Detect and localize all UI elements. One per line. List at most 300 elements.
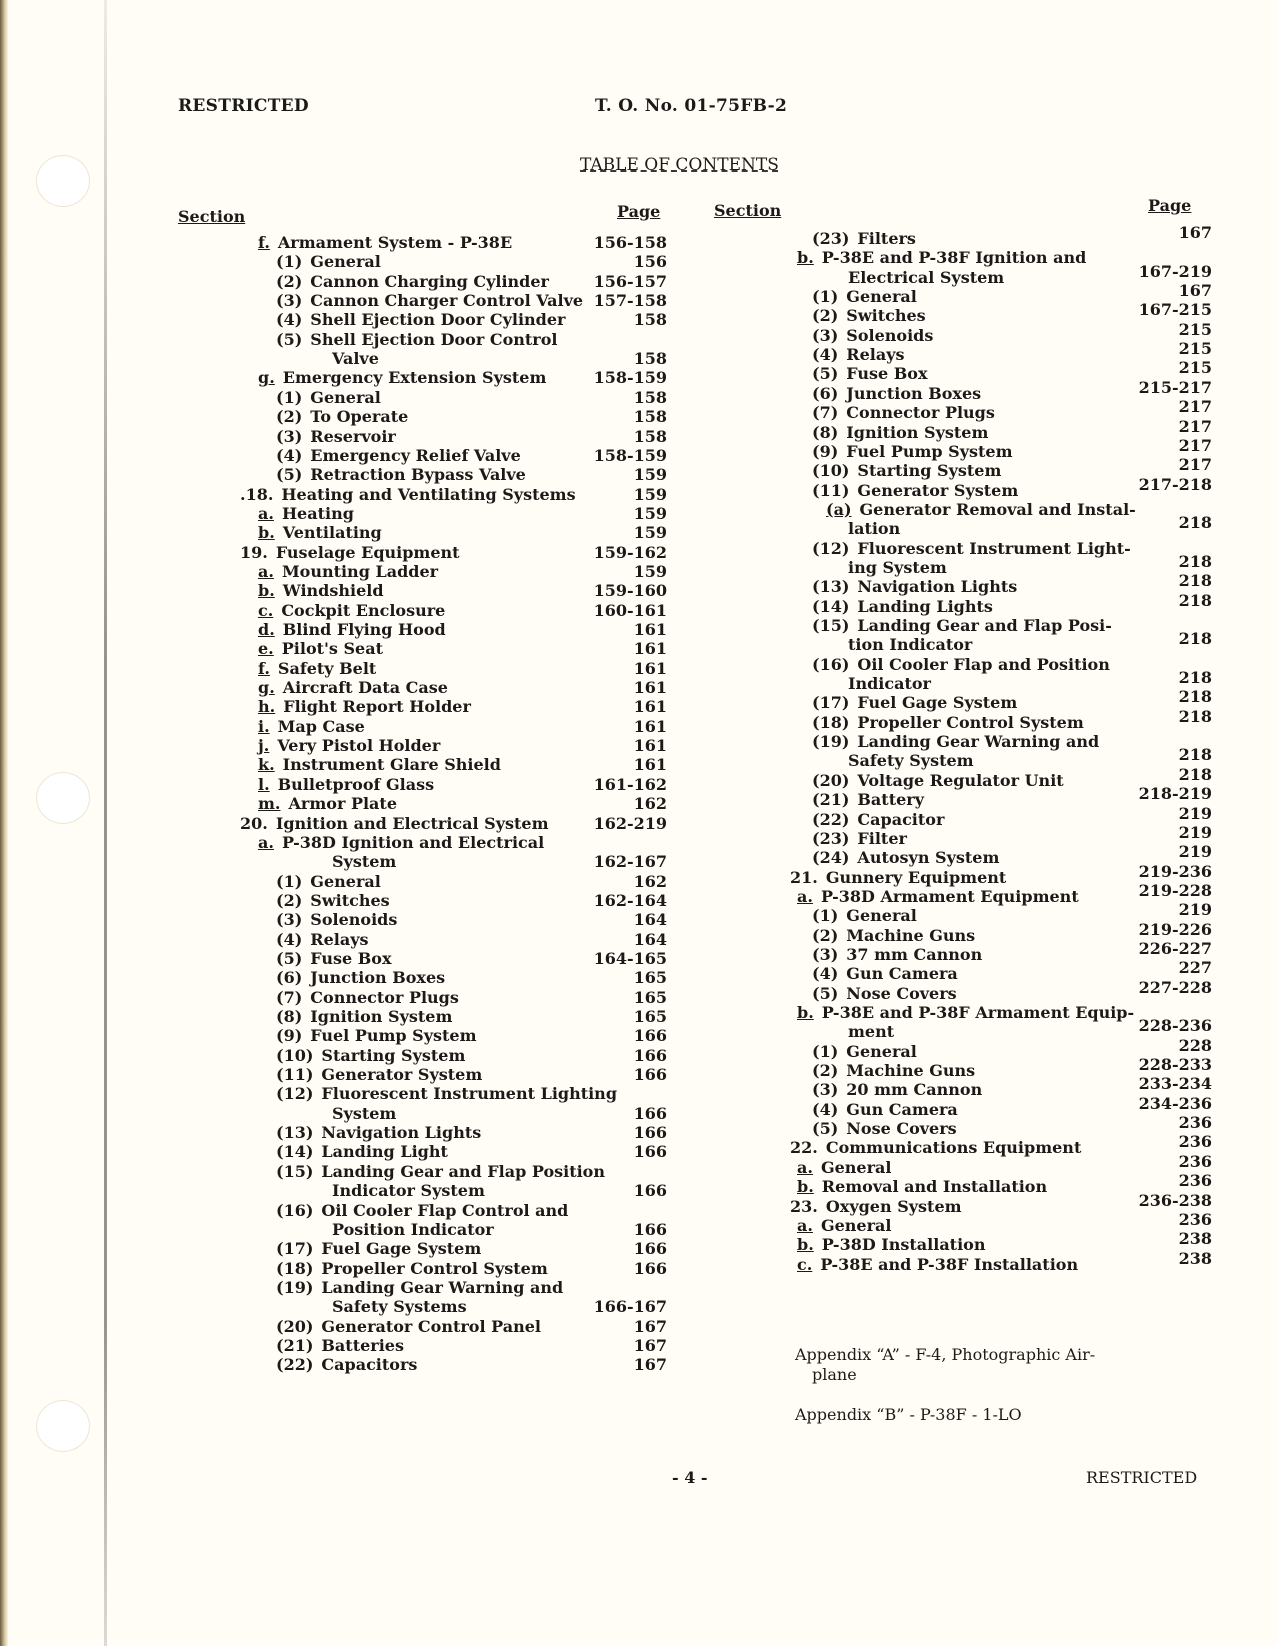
punch-hole (36, 1400, 90, 1452)
toc-entry-page: 166 (633, 1181, 667, 1201)
toc-entry-title: Fuel Pump System (310, 1026, 477, 1046)
toc-entry-marker: (5) (812, 1119, 839, 1139)
toc-entry-title: Generator Removal and Instal- (859, 499, 1136, 519)
appendix-entry: Appendix “B” - P-38F - 1-LO (795, 1405, 1022, 1424)
toc-entry (797, 887, 1079, 907)
toc-entry-title: Navigation Lights (857, 577, 1018, 597)
toc-entry-page: 162 (633, 871, 667, 891)
toc-entry-marker: g. (258, 678, 275, 698)
toc-entry-marker: (a) (826, 499, 852, 519)
toc-entry-marker: b. (797, 248, 814, 268)
toc-entry-marker: i. (258, 716, 270, 736)
toc-entry-marker: (6) (812, 383, 839, 403)
toc-entry-marker: (4) (812, 345, 839, 365)
toc-entry-title: Landing Gear and Flap Posi- (857, 616, 1112, 635)
toc-entry-title: Machine Guns (846, 925, 976, 945)
toc-entry-title: Generator System (321, 1065, 483, 1085)
toc-entry (276, 388, 381, 408)
toc-entry-title: Safety Systems (332, 1297, 467, 1317)
toc-entry-page: 236 (1178, 1132, 1212, 1152)
toc-entry-title: Nose Covers (846, 1119, 957, 1139)
toc-entry-marker: (9) (812, 441, 839, 461)
toc-entry-page: 166 (633, 1045, 667, 1065)
toc-entry-title: To Operate (310, 407, 409, 427)
toc-entry (258, 368, 546, 388)
toc-entry (812, 384, 981, 404)
toc-entry (812, 326, 933, 346)
toc-entry (258, 601, 445, 621)
toc-entry-marker: (12) (276, 1084, 314, 1104)
toc-entry-marker: 21. (790, 867, 818, 887)
toc-entry-marker: (3) (276, 426, 303, 446)
page-number: - 4 - (672, 1468, 708, 1487)
toc-entry-page: 161 (633, 755, 667, 775)
toc-entry-title: Junction Boxes (846, 383, 982, 403)
toc-entry-page: 167 (633, 1335, 667, 1355)
toc-entry-marker: a. (797, 1215, 813, 1235)
toc-entry-marker: (2) (812, 925, 839, 945)
toc-entry-title: P-38D Armament Equipment (820, 886, 1079, 906)
toc-entry-title: Landing Gear and Flap Position (321, 1161, 605, 1181)
toc-entry-page: 158-159 (593, 368, 667, 388)
toc-entry (276, 1259, 548, 1279)
toc-entry (812, 1042, 917, 1062)
toc-entry-marker: (3) (812, 325, 839, 345)
page-fold-line (104, 0, 107, 1646)
toc-entry (332, 1104, 396, 1124)
toc-entry-page: 236 (1178, 1171, 1212, 1191)
toc-entry-marker: (21) (812, 790, 850, 810)
toc-entry-marker: (22) (276, 1355, 314, 1375)
toc-entry-page: 227-228 (1138, 977, 1212, 997)
toc-entry-marker: (2) (276, 890, 303, 910)
toc-entry (848, 1022, 894, 1042)
toc-entry-title: General (846, 906, 917, 926)
toc-entry (258, 678, 448, 698)
toc-entry-page: 219-228 (1138, 880, 1212, 900)
toc-entry (848, 635, 972, 655)
toc-entry (258, 717, 365, 737)
toc-entry (790, 1138, 1081, 1158)
toc-entry-page: 167-219 (1138, 261, 1212, 281)
toc-entry (812, 964, 958, 984)
toc-entry-title: Solenoids (846, 325, 934, 345)
toc-entry-page: 159 (633, 484, 667, 504)
toc-entry (848, 558, 947, 578)
toc-entry-title: Removal and Installation (821, 1177, 1048, 1197)
toc-entry (812, 829, 907, 849)
toc-entry-page: 159 (633, 503, 667, 523)
toc-entry-title: Heating (281, 503, 354, 523)
toc-entry-page: 226-227 (1138, 938, 1212, 958)
toc-entry (258, 562, 438, 582)
toc-entry-title: Capacitor (857, 809, 945, 829)
toc-entry-title: Armament System - P-38E (277, 233, 513, 252)
toc-entry-marker: e. (258, 639, 274, 659)
toc-entry-title: Relays (846, 345, 905, 365)
toc-entry-page: 218 (1178, 551, 1212, 571)
toc-entry-page: 161 (633, 678, 667, 698)
toc-entry (276, 988, 459, 1008)
toc-entry-title: Landing Gear Warning and (857, 732, 1100, 752)
toc-entry-page: 156 (633, 252, 667, 272)
toc-entry (276, 1162, 605, 1182)
toc-entry-marker: (20) (812, 770, 850, 790)
page-edge-shadow (0, 0, 8, 1646)
toc-entry-page: 233-234 (1138, 1074, 1212, 1094)
toc-entry-page: 161 (633, 658, 667, 678)
toc-entry-title: 20 mm Cannon (846, 1080, 983, 1100)
toc-entry-page: 215-217 (1138, 377, 1212, 397)
toc-entry-page: 219-236 (1138, 861, 1212, 881)
toc-entry (812, 771, 1064, 791)
toc-entry-title: Fluorescent Instrument Light- (857, 538, 1131, 558)
toc-entry-title: Fuel Pump System (846, 441, 1013, 461)
toc-entry (812, 926, 975, 946)
toc-entry-page: 166 (633, 1142, 667, 1162)
toc-entry-page: 215 (1178, 358, 1212, 378)
toc-entry-marker: (23) (812, 229, 850, 248)
toc-entry-page: 234-236 (1138, 1093, 1212, 1113)
toc-entry (276, 949, 391, 969)
toc-entry-page: 166 (633, 1065, 667, 1085)
toc-entry (812, 810, 944, 830)
toc-entry-page: 161 (633, 639, 667, 659)
toc-entry-marker: (4) (276, 310, 303, 330)
toc-entry (276, 465, 526, 485)
toc-entry-page: 159-160 (593, 581, 667, 601)
toc-entry-page: 217 (1178, 416, 1212, 436)
toc-entry (276, 1355, 417, 1375)
toc-entry (276, 330, 557, 350)
toc-entry-marker: m. (258, 794, 281, 814)
toc-entry-marker: (10) (276, 1045, 314, 1065)
toc-entry-page: 166 (633, 1123, 667, 1143)
toc-entry-title: Armor Plate (288, 794, 397, 814)
toc-entry-marker: (5) (812, 983, 839, 1003)
toc-entry (797, 1158, 891, 1178)
toc-entry-marker: (4) (276, 929, 303, 949)
toc-entry (848, 268, 1004, 288)
toc-entry-title: Filter (857, 828, 907, 848)
toc-entry-page: 218 (1178, 745, 1212, 765)
toc-entry (790, 868, 1006, 888)
toc-entry-page: 161-162 (593, 774, 667, 794)
toc-entry (258, 639, 383, 659)
toc-entry-title: Starting System (857, 461, 1002, 481)
toc-entry-title: Oxygen System (825, 1196, 962, 1216)
toc-entry-title: Machine Guns (846, 1061, 976, 1081)
toc-entry-marker: (3) (276, 910, 303, 930)
toc-entry (790, 1197, 962, 1217)
toc-entry-title: Battery (857, 790, 924, 810)
toc-entry-title: Gunnery Equipment (825, 867, 1007, 887)
toc-entry-marker: b. (258, 581, 275, 601)
toc-entry-title: Very Pistol Holder (277, 736, 441, 756)
toc-entry-marker: (2) (276, 407, 303, 427)
toc-entry-marker: (15) (812, 616, 850, 635)
toc-entry-marker: (5) (276, 329, 303, 349)
toc-entry-marker: 23. (790, 1196, 818, 1216)
toc-entry-title: Valve (332, 349, 379, 369)
toc-entry-page: 228-236 (1138, 1016, 1212, 1036)
toc-entry (812, 345, 905, 365)
toc-entry-title: Communications Equipment (825, 1138, 1082, 1158)
toc-entry (258, 775, 434, 795)
toc-entry-title: Blind Flying Hood (282, 620, 446, 639)
toc-entry-marker: b. (797, 1003, 814, 1022)
left-section-heading: Section (178, 207, 246, 226)
toc-entry-page: 162 (633, 794, 667, 814)
toc-entry-title: Relays (310, 929, 369, 949)
toc-entry-title: Bulletproof Glass (277, 774, 435, 794)
toc-entry-title: General (310, 387, 381, 407)
toc-entry-title: General (846, 287, 917, 307)
toc-entry (812, 732, 1099, 752)
toc-entry-marker: (6) (276, 968, 303, 988)
toc-entry-title: P-38D Ignition and Electrical (281, 832, 545, 852)
toc-entry-page: 166 (633, 1026, 667, 1046)
toc-entry (276, 910, 397, 930)
toc-entry (812, 945, 982, 965)
toc-entry (797, 1177, 1047, 1197)
toc-entry (812, 655, 1110, 675)
toc-entry (812, 577, 1017, 597)
toc-entry (812, 1080, 982, 1100)
toc-entry (812, 423, 988, 443)
toc-entry-title: Gun Camera (846, 964, 958, 984)
toc-entry-page: 167 (1178, 223, 1212, 242)
toc-entry-marker: (4) (812, 1099, 839, 1119)
toc-entry-marker: a. (258, 503, 274, 523)
toc-entry-title: Connector Plugs (846, 403, 995, 423)
toc-entry-page: 156-158 (593, 233, 667, 252)
toc-entry-page: 218 (1178, 571, 1212, 591)
toc-entry (812, 403, 995, 423)
toc-entry-marker: a. (258, 561, 274, 581)
toc-entry-page: 217 (1178, 455, 1212, 475)
toc-entry-page: 166 (633, 1239, 667, 1259)
toc-entry-marker: (5) (812, 364, 839, 384)
toc-entry-page: 217-218 (1138, 474, 1212, 494)
toc-entry-title: Cannon Charger Control Valve (310, 291, 584, 311)
toc-entry-title: General (846, 1041, 917, 1061)
toc-entry-title: Safety Belt (277, 658, 377, 678)
toc-entry-title: System (332, 852, 397, 872)
toc-entry (812, 1100, 958, 1120)
toc-entry (812, 364, 927, 384)
toc-entry-page: 238 (1178, 1248, 1212, 1268)
toc-entry-marker: (19) (812, 732, 850, 752)
toc-entry-marker: (16) (276, 1200, 314, 1220)
toc-entry (276, 1336, 404, 1356)
toc-entry-marker: 19. (240, 542, 268, 562)
toc-entry-page: 167 (1178, 281, 1212, 301)
toc-entry-title: Pilot's Seat (281, 639, 383, 659)
toc-entry-marker: (8) (812, 422, 839, 442)
punch-hole (36, 772, 90, 824)
toc-entry-page: 217 (1178, 435, 1212, 455)
toc-entry (848, 519, 900, 539)
toc-entry (332, 1181, 485, 1201)
toc-entry-title: Ignition and Electrical System (275, 813, 549, 833)
toc-entry-page: 165 (633, 987, 667, 1007)
toc-entry-marker: d. (258, 620, 275, 639)
toc-entry-title: Oil Cooler Flap Control and (321, 1200, 569, 1220)
toc-entry-page: 162-164 (593, 890, 667, 910)
toc-entry (812, 481, 1018, 501)
toc-entry (826, 500, 1136, 520)
toc-entry-marker: b. (258, 523, 275, 543)
toc-entry-page: 167-215 (1138, 300, 1212, 320)
toc-entry-page: 218 (1178, 706, 1212, 726)
toc-entry-title: Fuse Box (846, 364, 928, 384)
toc-entry (797, 248, 1086, 268)
toc-entry (276, 427, 396, 447)
toc-entry-marker: c. (258, 600, 274, 620)
toc-entry-marker: (4) (812, 964, 839, 984)
toc-entry-page: 158 (633, 407, 667, 427)
toc-entry-title: Flight Report Holder (283, 697, 471, 717)
toc-entry-marker: (14) (812, 596, 850, 616)
toc-entry-title: Landing Lights (857, 596, 993, 616)
toc-entry-page: 159 (633, 523, 667, 543)
toc-entry (812, 906, 917, 926)
toc-entry (276, 407, 408, 427)
toc-entry-marker: (21) (276, 1335, 314, 1355)
toc-entry-marker: f. (258, 658, 270, 678)
toc-entry-page: 159 (633, 561, 667, 581)
toc-entry-marker: f. (258, 233, 270, 252)
toc-entry-marker: (24) (812, 848, 850, 868)
toc-entry-marker: (4) (276, 445, 303, 465)
toc-entry-title: Ignition System (310, 1007, 453, 1026)
toc-entry-title: Junction Boxes (310, 968, 446, 988)
toc-entry-title: Ignition System (846, 422, 989, 442)
header-classification: RESTRICTED (178, 96, 309, 116)
toc-entry-title: Voltage Regulator Unit (857, 770, 1064, 790)
toc-entry-marker: (23) (812, 828, 850, 848)
toc-entry-title: 37 mm Cannon (846, 944, 983, 964)
toc-entry-page: 158 (633, 387, 667, 407)
right-page-heading: Page (1148, 196, 1192, 215)
toc-entry-marker: (1) (276, 871, 303, 891)
toc-entry-page: 164 (633, 910, 667, 930)
toc-entry (258, 794, 397, 814)
toc-entry (276, 252, 381, 272)
toc-entry-page: 236 (1178, 1151, 1212, 1171)
toc-entry-title: P-38D Installation (821, 1235, 986, 1255)
toc-entry-title: Aircraft Data Case (282, 678, 448, 698)
toc-entry-marker: (20) (276, 1316, 314, 1336)
toc-entry-title: Safety System (848, 751, 974, 771)
toc-entry-title: Indicator (848, 674, 931, 694)
toc-entry-page: 238 (1178, 1229, 1212, 1249)
toc-entry-marker: (3) (812, 1080, 839, 1100)
toc-entry-page: 167 (633, 1316, 667, 1336)
toc-entry (812, 306, 926, 326)
toc-entry-title: Landing Gear Warning and (321, 1277, 564, 1297)
toc-entry-marker: (1) (276, 252, 303, 272)
toc-entry-marker: (3) (276, 291, 303, 311)
toc-entry-page: 218-219 (1138, 784, 1212, 804)
toc-entry (332, 852, 396, 872)
toc-entry-marker: a. (797, 1157, 813, 1177)
toc-entry-marker: (15) (276, 1161, 314, 1181)
toc-entry (258, 697, 471, 717)
toc-entry (276, 1007, 452, 1027)
toc-entry-marker: (12) (812, 538, 850, 558)
toc-entry-title: Ventilating (282, 523, 382, 543)
toc-entry-page: 157-158 (593, 291, 667, 311)
toc-entry-page: 236 (1178, 1113, 1212, 1133)
toc-entry-page: 166 (633, 1258, 667, 1278)
toc-entry-page: 219 (1178, 822, 1212, 842)
toc-entry-page: 166 (633, 1219, 667, 1239)
toc-entry (812, 848, 999, 868)
toc-entry-marker: (19) (276, 1277, 314, 1297)
toc-entry (797, 1216, 891, 1236)
toc-entry-page: 218 (1178, 629, 1212, 649)
toc-entry-marker: j. (258, 736, 270, 756)
toc-entry-page: 164 (633, 929, 667, 949)
toc-entry-page: 219 (1178, 842, 1212, 862)
toc-entry-marker: g. (258, 368, 275, 388)
toc-entry-marker: (17) (812, 693, 850, 713)
toc-entry (240, 543, 460, 563)
toc-entry-page: 158 (633, 349, 667, 369)
toc-entry-page: 158 (633, 310, 667, 330)
toc-entry (812, 597, 993, 617)
toc-entry-marker: (10) (812, 461, 850, 481)
toc-entry (276, 272, 549, 292)
toc-entry-marker: c. (797, 1254, 813, 1274)
toc-entry-title: Instrument Glare Shield (282, 755, 501, 775)
toc-entry (812, 616, 1112, 636)
footer-classification: RESTRICTED (1086, 1468, 1198, 1487)
toc-entry-page: 159 (633, 465, 667, 485)
toc-entry (276, 1278, 563, 1298)
toc-entry-marker: 22. (790, 1138, 818, 1158)
toc-entry-marker: (1) (276, 387, 303, 407)
toc-entry-title: Fluorescent Instrument Lighting (321, 1084, 617, 1104)
toc-entry-marker: (13) (812, 577, 850, 597)
toc-entry-page: 218 (1178, 668, 1212, 688)
toc-entry-title: Retraction Bypass Valve (310, 465, 526, 485)
toc-entry-title: Emergency Relief Valve (310, 445, 521, 465)
toc-entry-page: 165 (633, 1007, 667, 1026)
toc-entry-marker: b. (797, 1235, 814, 1255)
toc-entry-title: Solenoids (310, 910, 398, 930)
toc-entry-page: 218 (1178, 764, 1212, 784)
toc-entry (812, 461, 1001, 481)
toc-entry-page: 217 (1178, 397, 1212, 417)
toc-entry-title: tion Indicator (848, 635, 973, 655)
toc-entry-title: ment (848, 1022, 895, 1042)
toc-entry-marker: (9) (276, 1026, 303, 1046)
toc-entry-page: 236 (1178, 1209, 1212, 1229)
toc-entry (797, 1255, 1078, 1275)
appendix-entry-continuation: plane (812, 1365, 857, 1384)
toc-entry-title: Switches (310, 890, 390, 910)
toc-entry-title: P-38E and P-38F Armament Equip- (821, 1003, 1135, 1022)
toc-entry-title: Heating and Ventilating Systems (281, 484, 576, 504)
toc-entry-title: P-38E and P-38F Installation (820, 1254, 1079, 1274)
toc-entry-title: Switches (846, 306, 926, 326)
toc-entry (812, 287, 917, 307)
toc-entry-marker: (2) (812, 306, 839, 326)
toc-entry-title: General (310, 871, 381, 891)
